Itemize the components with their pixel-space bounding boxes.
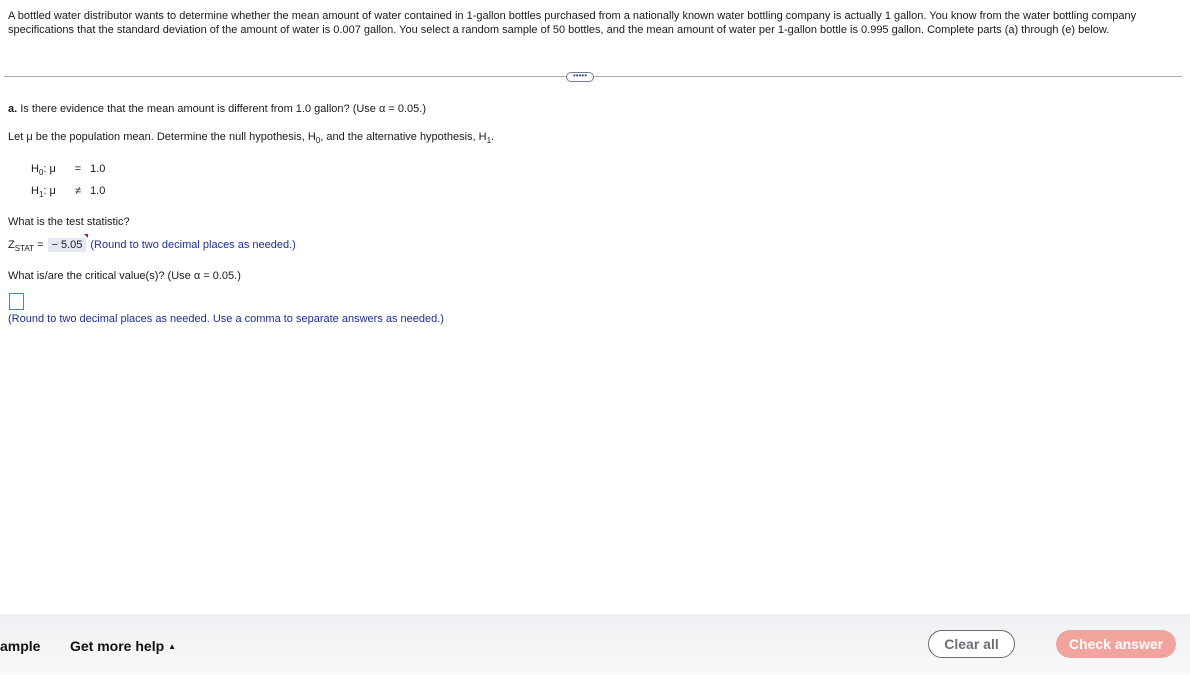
incorrect-flag-icon: [84, 234, 88, 238]
view-example-button[interactable]: ample: [0, 638, 41, 654]
zstat-answer-value: − 5.05: [51, 239, 83, 251]
zstat-answer-field[interactable]: [48, 238, 87, 252]
expand-button[interactable]: •••••: [566, 72, 594, 82]
part-label: a.: [8, 103, 18, 115]
part-a-text: Is there evidence that the mean amount is different from 1.0 gallon? (Use α = 0.05.): [20, 103, 426, 115]
footer-bar: [0, 614, 1190, 675]
caret-up-icon: ▲: [168, 642, 177, 651]
zstat-rounding-hint: (Round to two decimal places as needed.): [90, 239, 296, 251]
instruction-text: , and the alternative hypothesis, H: [320, 131, 487, 143]
subscript: 0: [315, 136, 321, 146]
critical-value-hint: (Round to two decimal places as needed. Use a comma to separate answers as needed.): [8, 313, 444, 325]
alternative-hypothesis-operator-dropdown[interactable]: ≠: [74, 185, 82, 197]
test-statistic-question: What is the test statistic?: [8, 216, 130, 228]
help-label: Get more help: [70, 638, 165, 654]
test-statistic-row: [8, 238, 296, 253]
hypothesis-instructions: [8, 131, 494, 145]
null-hypothesis-operator-dropdown[interactable]: =: [74, 163, 82, 175]
get-more-help-button[interactable]: [70, 638, 176, 654]
instruction-text: Let μ be the population mean. Determine the null hypothesis, H: [8, 131, 316, 143]
null-hypothesis-row: [31, 163, 105, 177]
part-a-question: [8, 103, 426, 115]
instruction-text: .: [491, 131, 495, 143]
alternative-hypothesis-symbol: $H_1$: μ: [31, 185, 56, 200]
alternative-hypothesis-row: [31, 185, 105, 199]
critical-value-input[interactable]: [9, 293, 24, 310]
alternative-hypothesis-value-field[interactable]: 1.0: [90, 185, 106, 197]
null-hypothesis-value-field[interactable]: 1.0: [90, 163, 106, 175]
check-answer-button[interactable]: Check answer: [1056, 630, 1176, 658]
zstat-label: $Z_{STAT}$ =: [8, 239, 44, 254]
problem-statement: A bottled water distributor wants to determine whether the mean amount of water contained in 1-gallon bottles purchased from a nationally known water bottling company is actually 1 gallon. You know from the water bottling company specifications that the standard deviation of the amount of water is 0.007 gallon. You select a random sample of 50 bottles, and the mean amount of water per 1-gallon bottle is 0.995 gallon. Complete parts (a) through (e) below.: [8, 10, 1137, 36]
critical-value-question: What is/are the critical value(s)? (Use α = 0.05.): [8, 270, 241, 282]
null-hypothesis-symbol: $H_0$: μ: [31, 163, 56, 178]
clear-all-button[interactable]: Clear all: [928, 630, 1015, 658]
subscript: 1: [486, 136, 492, 146]
